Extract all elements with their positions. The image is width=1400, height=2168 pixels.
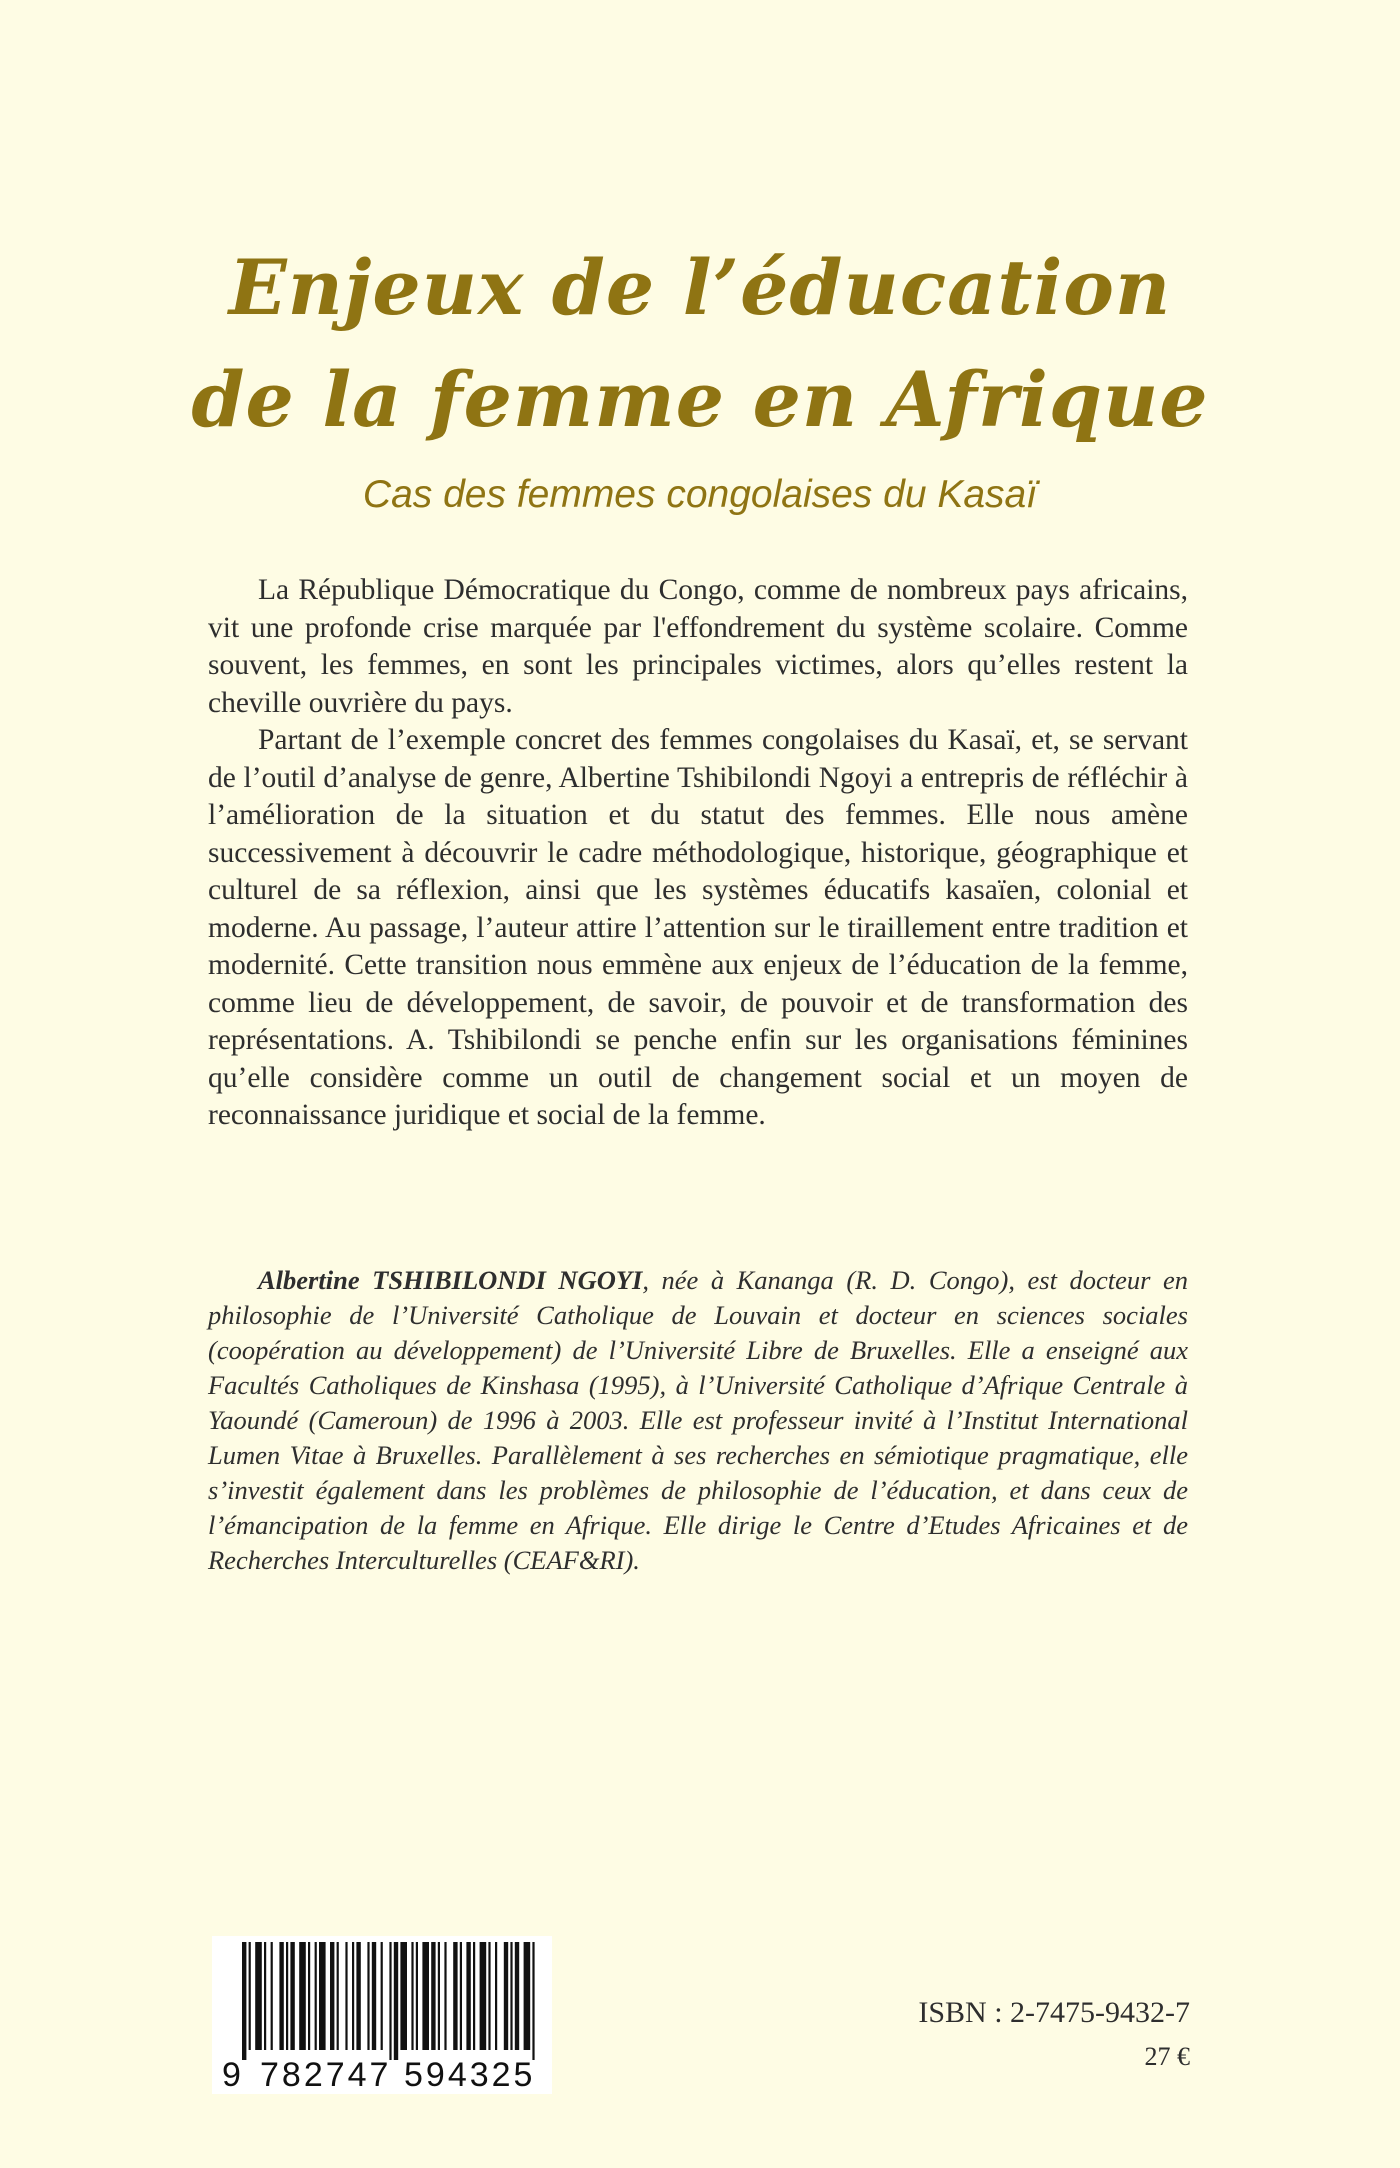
barcode-bar [411,1942,413,2050]
barcode-bar [264,1942,266,2050]
summary-paragraph-2: Partant de l’exemple concret des femmes congolaises du Kasaï, et, se servant de l’outil d’analyse de genre, Albertine Tshibilondi Ngoyi a entrepris de réfléchir à l’amélioration de la situation et du statut des femmes. Elle nous amène successivement à découvrir le cadre méthodologique, historique, géographique et culturel de sa réflexion, ainsi que les systèmes éducatifs kasaïen, colonial et moderne. Au passage, l’auteur attire l’attention sur le tiraillement entre tradition et modernité. Cette transition nous emmène aux enjeux de l’éducation de la femme, comme lieu de développement, de savoir, de pouvoir et de transformation des représentations. A. Tshibilondi se penche enfin sur les organisations féminines qu’elle considère comme un outil de changement social et un moyen de reconnaissance juridique et social de la femme. [208,724,1188,1131]
barcode-bar [319,1942,326,2050]
summary-paragraph-1: La République Démocratique du Congo, comme de nombreux pays africains, vit une profonde crise marquée par l'effondrement du système scolaire. Comme souvent, les femmes, en sont les principales victimes, alors qu’elles restent la cheville ouvrière du pays. [208,574,1188,719]
author-bio-paragraph [208,1263,1188,1578]
barcode-bar [315,1942,317,2050]
barcode-bar [400,1942,407,2050]
barcode-bar [337,1942,339,2050]
barcode-bar [242,1942,246,2060]
barcode-digits-group-2: 594325 [404,2056,536,2094]
barcode-bar [453,1942,457,2050]
barcode-bar [381,1942,383,2050]
barcode-bar [431,1942,435,2050]
barcode-bar [524,1942,531,2050]
barcode-bar [290,1942,294,2050]
barcode-bar [504,1942,508,2050]
book-subtitle: Cas des femmes congolaises du Kasaï [362,473,1038,516]
barcode-bar [286,1942,288,2050]
author-bio-text: , née à Kananga (R. D. Congo), est docteur en philosophie de l’Université Catholique de Louvain et docteur en sciences sociales (coopération au développement) de l’Université Libre de Bruxelles. Elle a enseigné aux Facultés Catholiques de Kinshasa (1995), à l’Université Catholique d’Afrique Centrale à Yaoundé (Cameroun) de 1996 à 2003. Elle est professeur invité à l’Institut International Lumen Vitae à Bruxelles. Parallèlement à ses recherches en sémiotique pragmatique, elle s’investit également dans les problèmes de philosophie de l’éducation, et dans ceux de l’émancipation de la femme en Afrique. Elle dirige le Centre d’Etudes Africaines et de Recherches Interculturelles (CEAF&RI). [208,1265,1188,1575]
title-line-2: de la femme en Afrique [191,355,1209,444]
barcode-bar [389,1942,391,2060]
barcode-bar [255,1942,262,2050]
barcode-bar [480,1942,487,2050]
barcode-bar [438,1942,440,2050]
barcode-bar [330,1942,334,2050]
barcode-bar [416,1942,418,2050]
barcode-bar [488,1942,490,2050]
price-label: 27 € [1144,2042,1190,2071]
barcode-bar [299,1942,306,2050]
barcode-bar [510,1942,512,2050]
barcode-bar [345,1942,347,2050]
barcode-bar [279,1942,283,2050]
isbn-label: ISBN : 2-7475-9432-7 [918,1996,1190,2029]
barcode-bar [372,1942,376,2050]
author-bio [208,1263,1188,1578]
title-line-1: Enjeux de l’éducation [228,243,1172,332]
barcode-digits-group-1: 782747 [260,2056,392,2094]
barcode [212,1936,552,2094]
barcode-digit-first: 9 [222,2056,241,2094]
summary-text [208,572,1188,1135]
barcode-bar [422,1942,429,2050]
barcode-graphic [212,1936,552,2094]
barcode-bar [352,1942,354,2050]
barcode-bar [367,1942,369,2050]
author-name: Albertine TSHIBILONDI NGOYI [258,1265,643,1295]
book-title [0,232,1400,456]
barcode-bar [515,1942,519,2050]
barcode-bar [495,1942,497,2050]
barcode-bar [308,1942,310,2050]
barcode-bar [394,1942,398,2060]
barcode-bar [356,1942,360,2050]
barcode-bar [249,1942,251,2050]
barcode-bar [532,1942,534,2060]
barcode-bar [460,1942,462,2050]
barcode-bar [271,1942,273,2050]
barcode-bar [444,1942,446,2050]
barcode-bar [466,1942,470,2050]
barcode-bar [473,1942,475,2050]
